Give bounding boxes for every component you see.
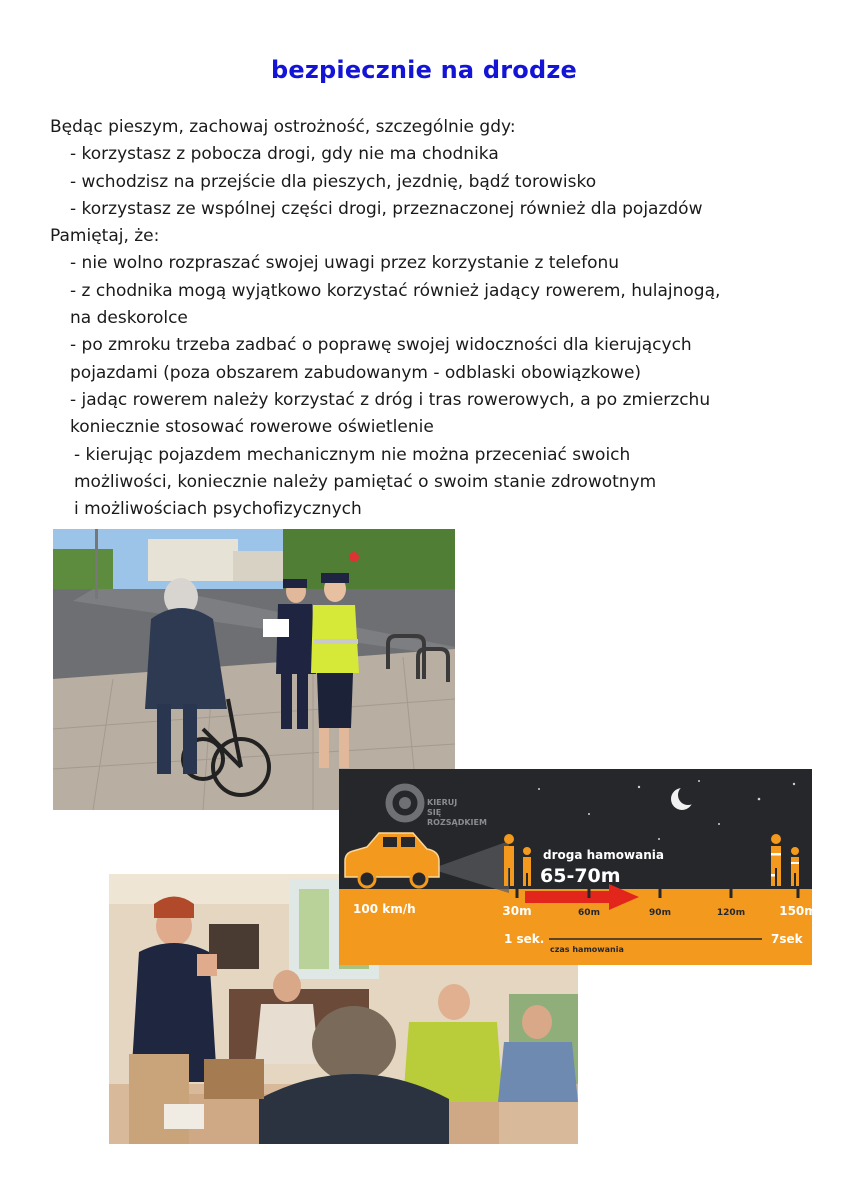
braking-distance-infographic xyxy=(339,769,817,965)
distance-label: 150m xyxy=(779,904,817,918)
distance-tick xyxy=(797,889,800,898)
distance-tick xyxy=(730,889,733,898)
section1-heading: Będąc pieszym, zachowaj ostrożność, szczególnie gdy: xyxy=(50,117,516,137)
list-item-continuation: i możliwościach psychofizycznych xyxy=(74,499,362,520)
page-title: bezpiecznie na drodze xyxy=(270,56,578,84)
time-start-label: 1 sek. xyxy=(504,932,545,946)
street-photo-illustration xyxy=(53,529,458,810)
street-photo xyxy=(53,529,458,810)
list-item-continuation: na deskorolce xyxy=(70,308,188,329)
braking-distance-label: droga hamowania xyxy=(543,848,664,862)
time-end-label: 7sek xyxy=(771,932,803,946)
distance-label: 120m xyxy=(716,908,746,918)
logo-text-line: ROZSĄDKIEM xyxy=(427,818,487,827)
logo-text-line: SIĘ xyxy=(427,808,442,817)
distance-tick xyxy=(659,889,662,898)
list-item: - z chodnika mogą wyjątkowo korzystać również jadący rowerem, hulajnogą, xyxy=(70,280,721,301)
list-item: - nie wolno rozpraszać swojej uwagi przez korzystanie z telefonu xyxy=(70,253,620,274)
logo-text-line: KIERUJ xyxy=(427,798,458,807)
section2-heading: Pamiętaj, że: xyxy=(50,226,160,247)
body-text xyxy=(50,114,820,523)
list-item: - jadąc rowerem należy korzystać z dróg i tras rowerowych, a po zmierzchu xyxy=(70,389,711,410)
list-item: - korzystasz z pobocza drogi, gdy nie ma chodnika xyxy=(70,144,499,165)
list-item-continuation: koniecznie stosować rowerowe oświetlenie xyxy=(70,417,434,438)
list-item: - korzystasz ze wspólnej części drogi, przeznaczonej również dla pojazdów xyxy=(70,198,703,219)
distance-label: 90m xyxy=(649,908,671,918)
distance-tick xyxy=(516,889,519,898)
distance-label: 60m xyxy=(578,908,600,918)
distance-tick xyxy=(588,889,591,898)
list-item: - po zmroku trzeba zadbać o poprawę swojej widoczności dla kierujących xyxy=(70,335,692,356)
list-item: - wchodzisz na przejście dla pieszych, jezdnię, bądź torowisko xyxy=(70,171,597,192)
braking-distance-range: 65-70m xyxy=(540,865,621,887)
time-label: czas hamowania xyxy=(550,945,624,954)
list-item-continuation: pojazdami (poza obszarem zabudowanym - odblaski obowiązkowe) xyxy=(70,362,642,383)
distance-label: 30m xyxy=(502,904,532,918)
list-item: - kierując pojazdem mechanicznym nie można przeceniać swoich xyxy=(74,444,631,465)
list-item-continuation: możliwości, koniecznie należy pamiętać o swoim stanie zdrowotnym xyxy=(74,471,657,492)
braking-infographic-canvas xyxy=(339,769,817,965)
speed-label: 100 km/h xyxy=(353,902,416,916)
